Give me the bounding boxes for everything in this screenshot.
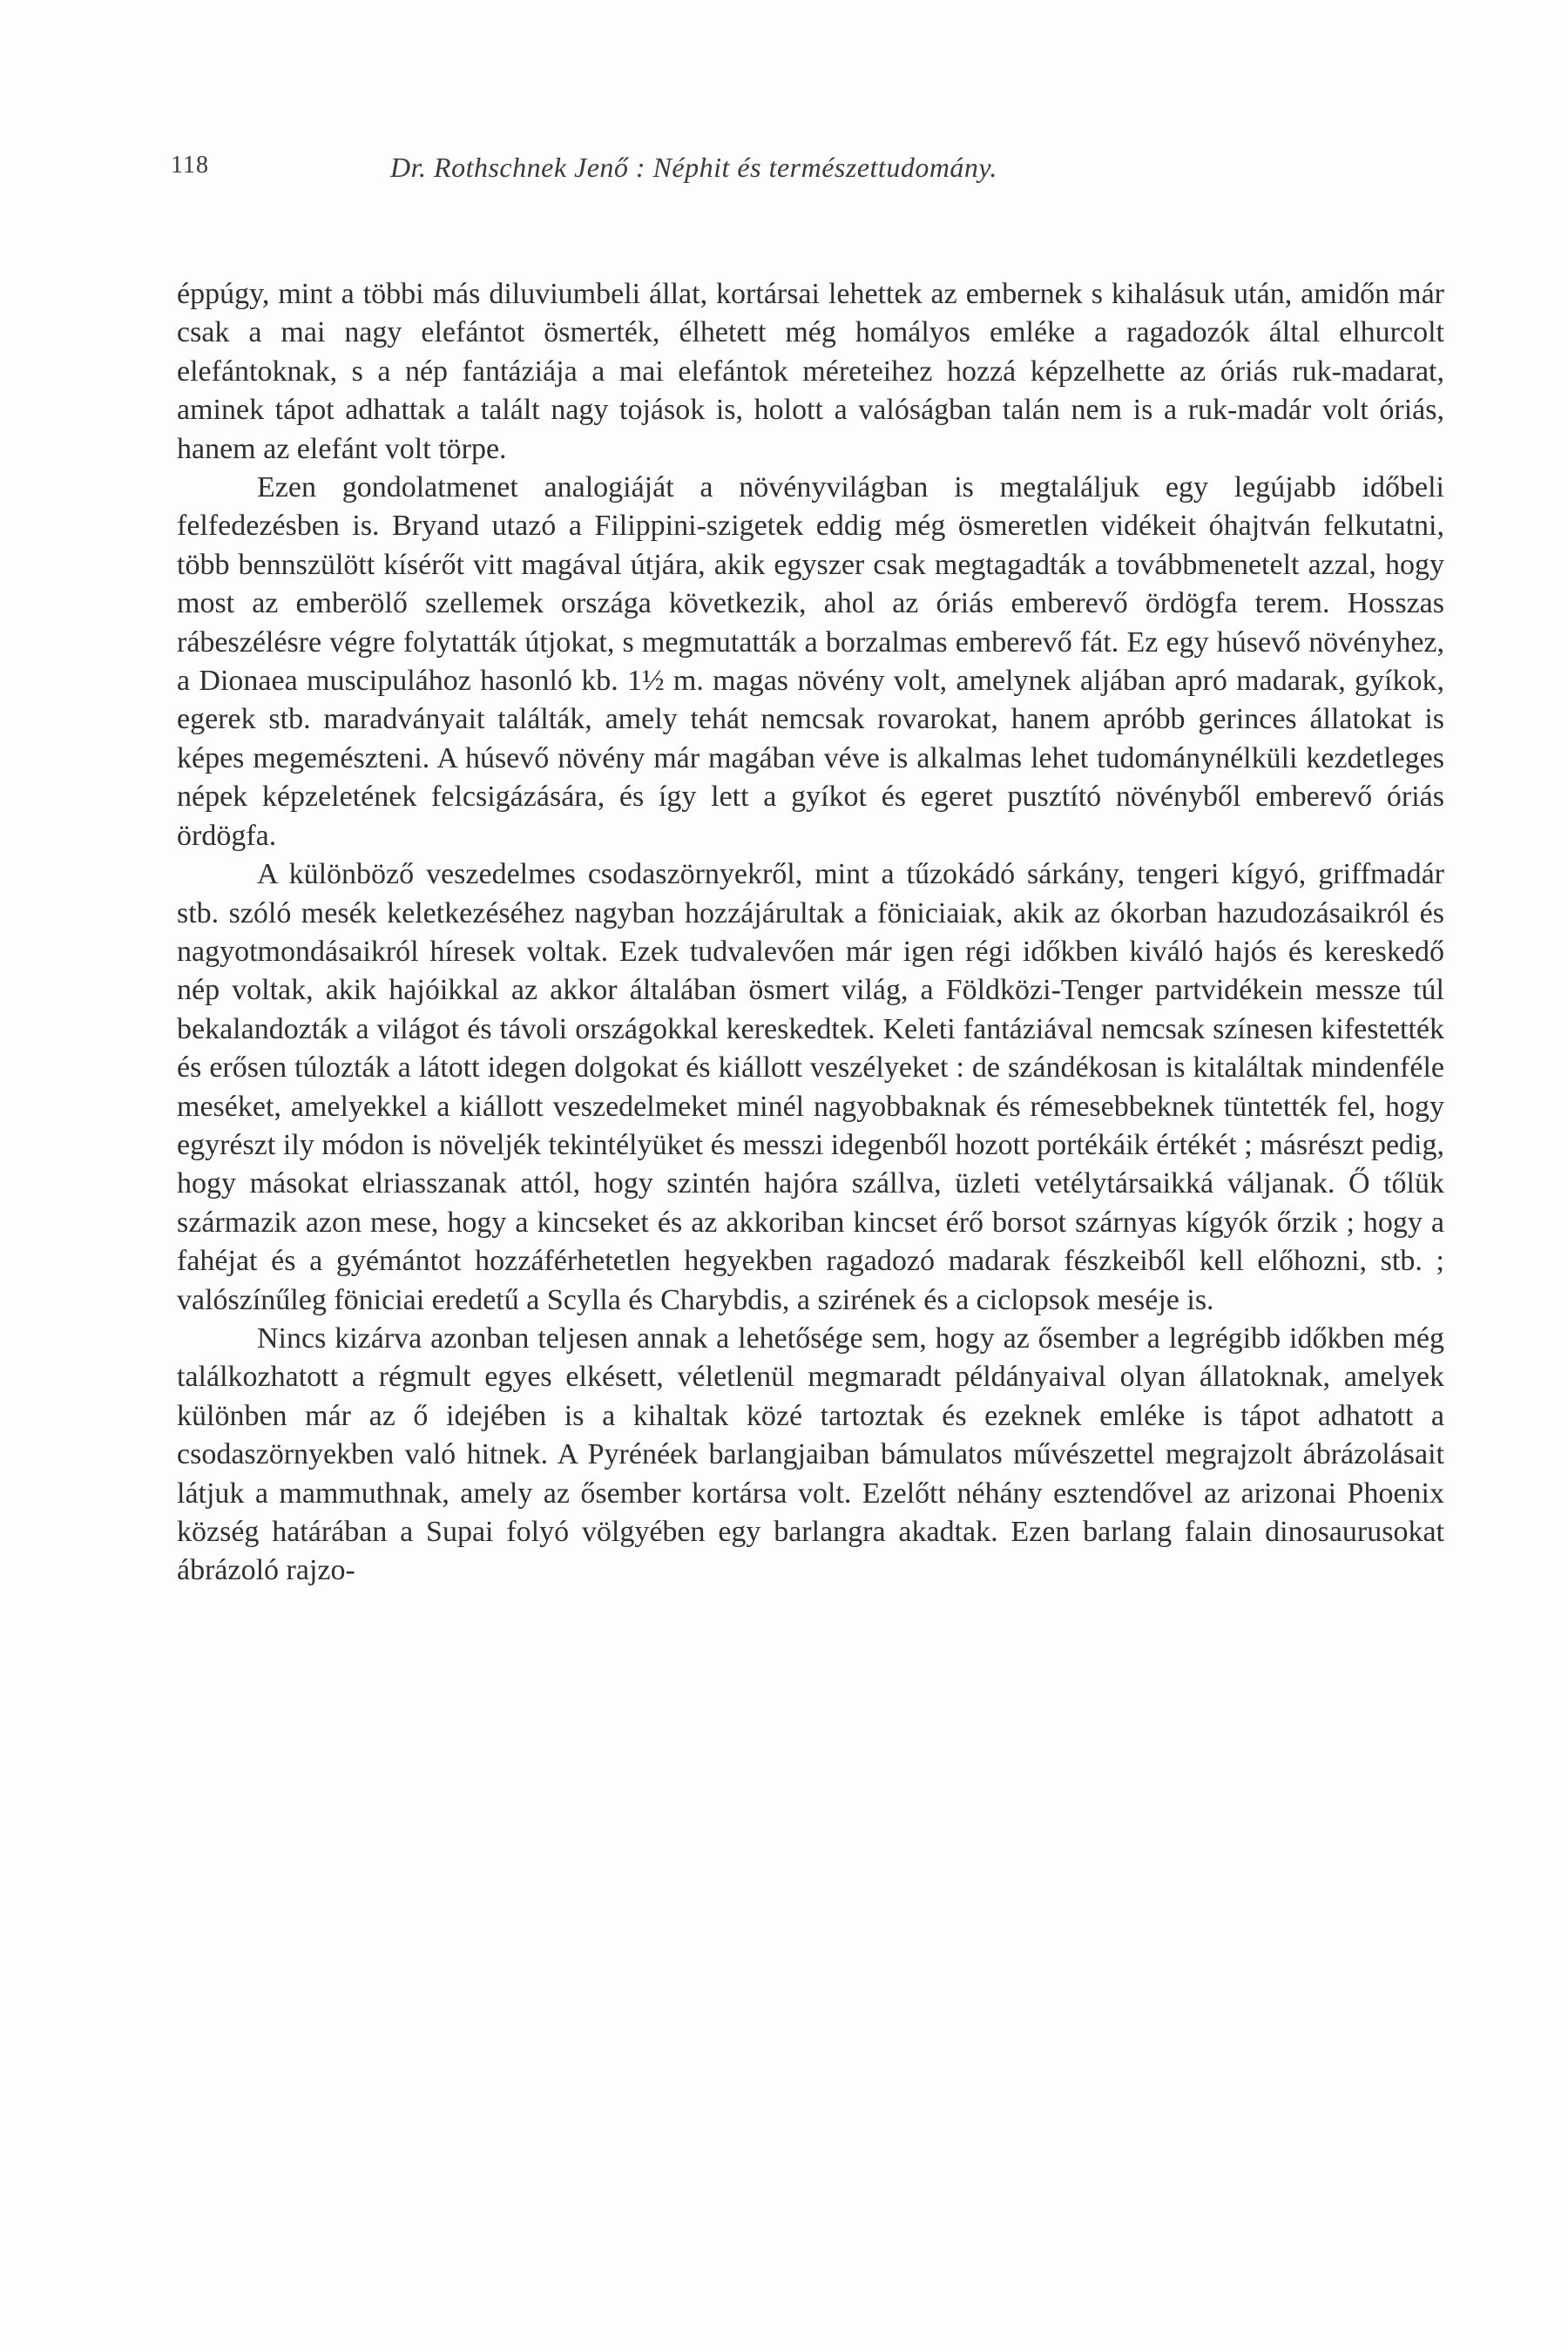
running-title: Dr. Rothschnek Jenő : Néphit és természettudomány. xyxy=(390,152,997,183)
paragraph-prehistoric-animals: Nincs kizárva azonban teljesen annak a lehetősége sem, hogy az ősember a legrégibb időkben még találkozhatott a régmult egyes elkésett, véletlenül megmaradt példányaival olyan állatoknak, amelyek különben már az ő idejében is a kihaltak közé tartoztak és ezeknek emléke is tápot adhatott a csodaszörnyekben való hitnek. A Pyrénéek barlangjaiban bámulatos művészettel megrajzolt ábrázolásait látjuk a mammuthnak, amely az ősember kortársa volt. Ezelőtt néhány esztendővel az arizonai Phoenix község határában a Supai folyó völgyében egy barlangra akadtak. Ezen barlang falain dinosaurusokat ábrázoló rajzo- xyxy=(177,1321,1444,1587)
paragraph-continuation: éppúgy, mint a többi más diluviumbeli állat, kortársai lehettek az embernek s kihalásuk után, amidőn már csak a mai nagy elefántot ösmerték, élhetett még homályos emléke a ragadozók által elhurcolt elefántoknak, s a nép fantáziája a mai elefántok méreteihez hozzá képzelhette az óriás ruk-madarat, aminek tápot adhattak a talált nagy tojások is, holott a valóságban talán nem is a ruk-madár volt óriás, hanem az elefánt volt törpe. xyxy=(177,278,1444,465)
page-number: 118 xyxy=(171,152,209,179)
paragraph-phoenicians: A különböző veszedelmes csodaszörnyekről, mint a tűzokádó sárkány, tengeri kígyó, griffmadár stb. szóló mesék keletkezéséhez nagyban hozzájárultak a föniciaiak, akik az ókorban hazudozásaikról és nagyotmondásaikról híresek voltak. Ezek tudvalevően már igen régi időkben kiváló hajós és kereskedő nép voltak, akik hajóikkal az akkor általában ösmert világ, a Földközi-Tenger partvidékein messze túl bekalandozták a világot és távoli országokkal kereskedtek. Keleti fantáziával nemcsak színesen kifestették és erősen túlozták a látott idegen dolgokat és kiállott veszélyeket : de szándékosan is kitaláltak mindenféle meséket, amelyekkel a kiállott veszedelmeket minél nagyobbaknak és rémesebbeknek tüntették fel, hogy egyrészt ily módon is növeljék tekintélyüket és messzi idegenből hozott portékáik értékét ; másrészt pedig, hogy másokat elriasszanak attól, hogy szintén hajóra szállva, üzleti vetélytársaikká váljanak. Ő tőlük származik azon mese, hogy a kincseket és az akkoriban kincset érő borsot szárnyas kígyók őrzik ; hogy a fahéjat és a gyémántot hozzáférhetetlen hegyekben ragadozó madarak fészkeiből kell előhozni, stb. ; valószínűleg föniciai eredetű a Scylla és Charybdis, a szirének és a ciclopsok meséje is. xyxy=(177,858,1444,1316)
paragraph-carnivorous-tree: Ezen gondolatmenet analogiáját a növényvilágban is megtaláljuk egy legújabb időbeli felfedezésben is. Bryand utazó a Filippini-szigetek eddig még ösmeretlen vidékeit óhajtván felkutatni, több bennszülött kísérőt vitt magával útjára, akik egyszer csak megtagadták a továbbmenetelt azzal, hogy most az emberölő szellemek országa következik, ahol az óriás emberevő ördögfa terem. Hosszas rábeszélésre végre folytatták útjokat, s megmutatták a borzalmas emberevő fát. Ez egy húsevő növényhez, a Dionaea muscipulához hasonló kb. 1½ m. magas növény volt, amelynek aljában apró madarak, gyíkok, egerek stb. maradványait találták, amely tehát nemcsak rovarokat, hanem apróbb gerinces állatokat is képes megemészteni. A húsevő növény már magában véve is alkalmas lehet tudománynélküli kezdetleges népek képzeletének felcsigázására, és így lett a gyíkot és egeret pusztító növényből emberevő óriás ördögfa. xyxy=(177,471,1444,852)
page-header xyxy=(171,152,1390,192)
body-text xyxy=(177,275,1444,1591)
